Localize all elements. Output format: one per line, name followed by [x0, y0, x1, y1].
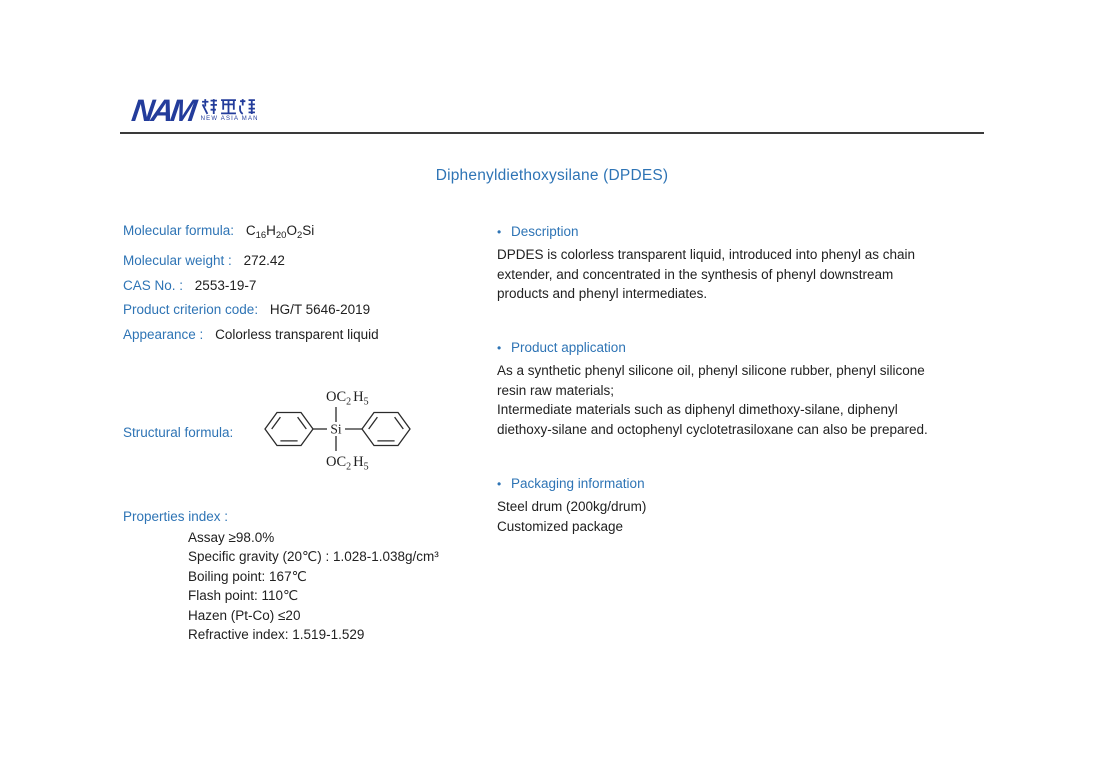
section-product-application: [497, 340, 967, 440]
field-appearance: [123, 328, 379, 342]
properties-list: [188, 528, 439, 644]
property-assay: Assay ≥98.0%: [188, 530, 275, 545]
body-line: Steel drum (200kg/drum): [497, 499, 647, 514]
field-label: Appearance :: [123, 327, 204, 343]
properties-index-heading: Properties index :: [123, 509, 229, 524]
si-atom-label: Si: [330, 421, 342, 437]
body-line: Intermediate materials such as diphenyl dimethoxy-silane, diphenyl: [497, 402, 898, 418]
logo-chinese-characters-icon: [201, 98, 259, 115]
body-line: diethoxy-silane and octophenyl cyclotetrasiloxane can also be prepared.: [497, 422, 928, 438]
property-hazen: Hazen (Pt-Co) ≤20: [188, 607, 301, 623]
field-label: Molecular weight :: [123, 252, 232, 268]
property-refractive-index: Refractive index: 1.519-1.529: [188, 627, 365, 643]
field-label: CAS No. :: [123, 277, 184, 293]
section-packaging-information: [497, 476, 967, 537]
field-label: Molecular formula:: [123, 223, 235, 238]
body-line: DPDES is colorless transparent liquid, introduced into phenyl as chain: [497, 247, 915, 262]
field-label: Product criterion code:: [123, 302, 259, 318]
field-product-criterion-code: [123, 303, 379, 317]
logo-english-name: NEW ASIA MAN: [200, 116, 259, 122]
key-facts-list: [123, 224, 379, 353]
property-boiling-point: Boiling point: 167℃: [188, 568, 307, 584]
cjk-glyph-icon: [220, 98, 237, 115]
ethoxy-group-top-label: $OC_2$ $H_5$: [326, 389, 369, 408]
section-heading: • Description: [497, 224, 579, 239]
property-specific-gravity: Specific gravity (20℃) : 1.028-1.038g/cm³: [188, 549, 439, 565]
molecular-formula-value: $C_{16}H_{20}O_2Si$: [245, 223, 315, 241]
section-description: [497, 224, 967, 304]
property-flash-point: Flash point: 110℃: [188, 588, 299, 604]
bullet-icon: •: [497, 225, 502, 239]
page-title: Diphenyldiethoxysilane (DPDES): [435, 167, 669, 184]
structural-formula-label: Structural formula:: [123, 425, 234, 440]
cjk-glyph-icon: [201, 98, 218, 115]
field-cas-no: [123, 279, 379, 293]
field-value: 272.42: [243, 252, 285, 268]
chemical-structure-icon: [260, 382, 412, 480]
company-logo: [129, 93, 259, 128]
body-line: As a synthetic phenyl silicone oil, phenyl silicone rubber, phenyl silicone: [497, 363, 925, 378]
ethoxy-group-bottom-label: $OC_2$ $H_5$: [326, 454, 369, 473]
field-value: Colorless transparent liquid: [215, 327, 379, 343]
header-divider: [120, 132, 984, 134]
field-molecular-weight: [123, 254, 379, 268]
body-line: products and phenyl intermediates.: [497, 286, 708, 302]
cjk-glyph-icon: [239, 98, 256, 115]
section-heading: • Packaging information: [497, 476, 645, 491]
logo-nam-letters: NAM: [129, 93, 197, 128]
section-heading: • Product application: [497, 340, 626, 355]
structure-diagram: [260, 382, 412, 485]
body-line: extender, and concentrated in the synthesis of phenyl downstream: [497, 266, 894, 282]
body-line: resin raw materials;: [497, 382, 615, 398]
field-molecular-formula: [123, 224, 379, 243]
field-value: 2553-19-7: [194, 277, 257, 293]
bullet-icon: •: [497, 341, 502, 355]
body-line: Customized package: [497, 519, 624, 535]
bullet-icon: •: [497, 477, 502, 491]
field-value: HG/T 5646-2019: [269, 302, 371, 318]
